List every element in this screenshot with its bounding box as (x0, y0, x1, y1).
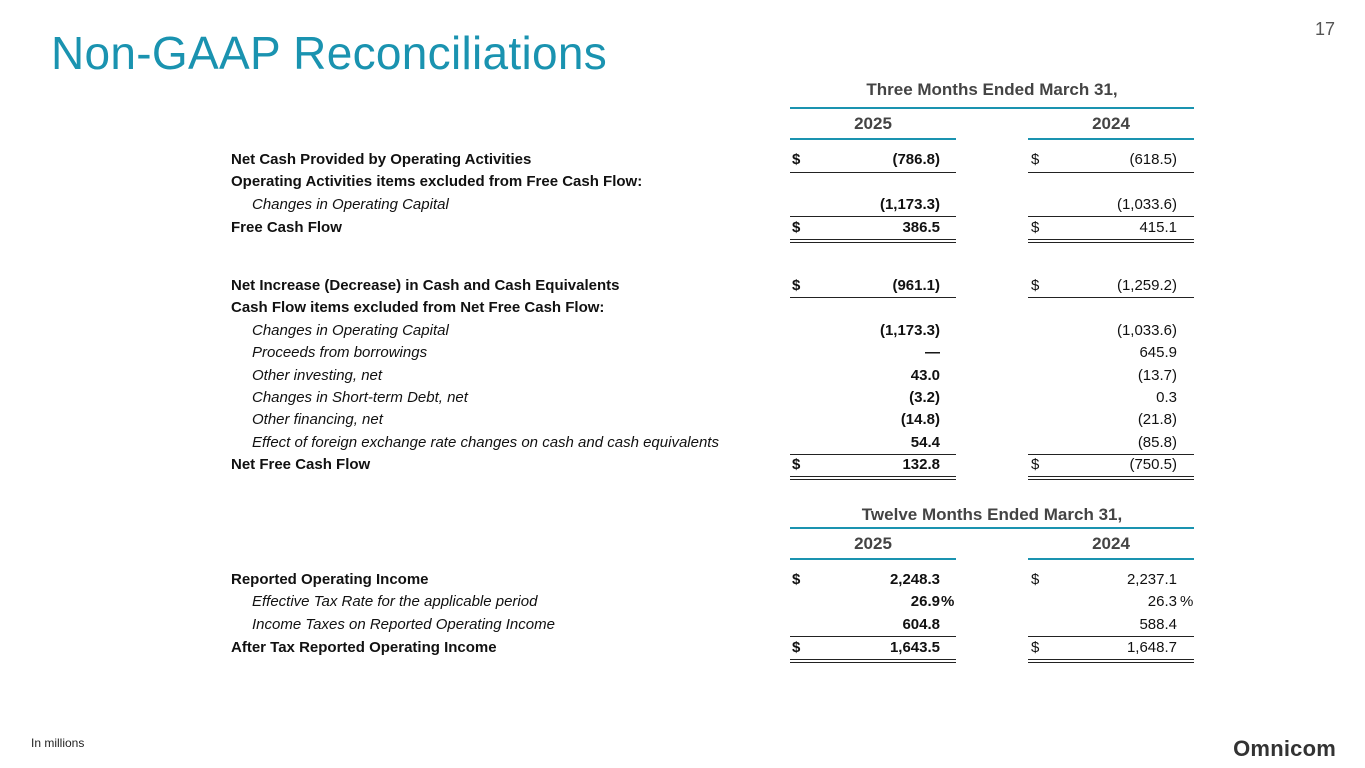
currency-symbol: $ (1031, 571, 1040, 588)
row-label: Changes in Operating Capital (252, 196, 449, 213)
row-label: Effect of foreign exchange rate changes on cash and cash equivalents (252, 434, 719, 451)
table-row (0, 149, 1365, 171)
table-row (0, 637, 1365, 659)
value-2025: 43.0 (910, 367, 940, 384)
period-header: Twelve Months Ended March 31, (861, 505, 1123, 524)
currency-symbol: $ (792, 571, 801, 588)
year-header-rule (790, 138, 956, 140)
value-2024: 26.3 (1147, 593, 1177, 610)
period-header-rule (790, 107, 1194, 109)
table-row (0, 409, 1365, 431)
row-label: Changes in Operating Capital (252, 322, 449, 339)
table-row (0, 365, 1365, 387)
year-header-rule (1028, 558, 1194, 560)
period-header: Three Months Ended March 31, (866, 80, 1118, 99)
value-2025: (14.8) (900, 411, 940, 428)
value-2024: 588.4 (1139, 616, 1177, 633)
currency-symbol: $ (792, 151, 801, 168)
value-2024: (1,033.6) (1116, 322, 1177, 339)
total-double-rule (790, 239, 956, 243)
value-2024: 645.9 (1139, 344, 1177, 361)
total-double-rule (1028, 239, 1194, 243)
total-double-rule (790, 476, 956, 480)
value-2024: (21.8) (1137, 411, 1177, 428)
value-2025: (786.8) (892, 151, 940, 168)
value-2025: (961.1) (892, 277, 940, 294)
page-number: 17 (1314, 19, 1335, 39)
year-header-2024: 2024 (1092, 534, 1130, 553)
year-header-2025: 2025 (854, 534, 892, 553)
percent-sign: % (941, 593, 955, 610)
row-label: Reported Operating Income (231, 571, 429, 588)
currency-symbol: $ (1031, 151, 1040, 168)
currency-symbol: $ (1031, 456, 1040, 473)
value-2024: (85.8) (1137, 434, 1177, 451)
row-label: After Tax Reported Operating Income (231, 639, 497, 656)
value-2024: (618.5) (1129, 151, 1177, 168)
table-row (0, 320, 1365, 342)
total-double-rule (1028, 476, 1194, 480)
value-2025: 132.8 (902, 456, 940, 473)
table-row (0, 297, 1365, 319)
value-2025: — (925, 344, 940, 361)
year-header-rule (790, 558, 956, 560)
omnicom-logo: Omnicom (1233, 736, 1336, 761)
value-2024: 2,237.1 (1126, 571, 1177, 588)
row-label: Net Increase (Decrease) in Cash and Cash Equivalents (231, 277, 620, 294)
table-row (0, 275, 1365, 297)
value-2025: 54.4 (910, 434, 940, 451)
row-label: Effective Tax Rate for the applicable period (252, 593, 538, 610)
value-2025: (1,173.3) (879, 196, 940, 213)
value-2024: (1,259.2) (1116, 277, 1177, 294)
table-row (0, 432, 1365, 454)
value-2024: (13.7) (1137, 367, 1177, 384)
total-double-rule (790, 659, 956, 663)
year-header-2024: 2024 (1092, 114, 1130, 133)
period-header-rule (790, 527, 1194, 529)
value-2025: 2,248.3 (889, 571, 940, 588)
row-label: Other financing, net (252, 411, 383, 428)
currency-symbol: $ (1031, 639, 1040, 656)
percent-sign: % (1180, 593, 1194, 610)
row-label: Free Cash Flow (231, 219, 342, 236)
row-label: Cash Flow items excluded from Net Free Cash Flow: (231, 299, 605, 316)
row-label: Income Taxes on Reported Operating Income (252, 616, 555, 633)
currency-symbol: $ (1031, 277, 1040, 294)
units-footnote: In millions (31, 736, 85, 750)
year-header-2025: 2025 (854, 114, 892, 133)
row-label: Changes in Short-term Debt, net (252, 389, 468, 406)
row-label: Other investing, net (252, 367, 383, 384)
value-2025: 26.9 (910, 593, 940, 610)
value-2025: 1,643.5 (889, 639, 940, 656)
value-2024: 0.3 (1156, 389, 1177, 406)
row-label: Proceeds from borrowings (252, 344, 428, 361)
value-2024: (1,033.6) (1116, 196, 1177, 213)
table-row (0, 194, 1365, 216)
value-2025: 386.5 (902, 219, 940, 236)
currency-symbol: $ (792, 277, 801, 294)
value-2025: (3.2) (909, 389, 940, 406)
table-row (0, 171, 1365, 193)
row-label: Net Cash Provided by Operating Activities (231, 151, 532, 168)
currency-symbol: $ (792, 639, 801, 656)
value-2024: 1,648.7 (1126, 639, 1177, 656)
table-row (0, 387, 1365, 409)
value-2025: 604.8 (902, 616, 940, 633)
value-2025: (1,173.3) (879, 322, 940, 339)
currency-symbol: $ (792, 219, 801, 236)
currency-symbol: $ (1031, 219, 1040, 236)
row-label: Net Free Cash Flow (231, 456, 371, 473)
value-2024: (750.5) (1129, 456, 1177, 473)
total-double-rule (1028, 659, 1194, 663)
table-row (0, 454, 1365, 476)
table-row (0, 591, 1365, 613)
table-row (0, 614, 1365, 636)
table-row (0, 342, 1365, 364)
year-header-rule (1028, 138, 1194, 140)
table-row (0, 217, 1365, 239)
table-row (0, 569, 1365, 591)
row-label: Operating Activities items excluded from Free Cash Flow: (231, 173, 643, 190)
value-2024: 415.1 (1139, 219, 1177, 236)
page-title: Non-GAAP Reconciliations (51, 27, 608, 79)
currency-symbol: $ (792, 456, 801, 473)
